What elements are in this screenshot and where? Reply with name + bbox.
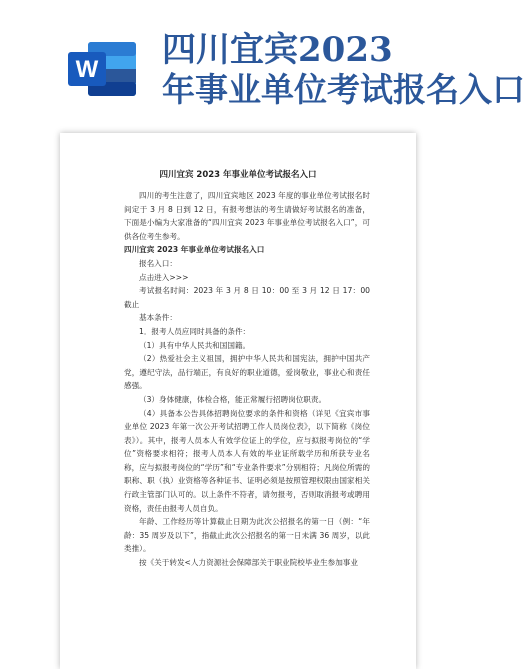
banner-title-line-1: 四川宜宾2023 [162,30,393,70]
section-heading: 四川宜宾 2023 年事业单位考试报名入口 [124,245,265,255]
document-title: 四川宜宾 2023 年事业单位考试报名入口 [159,170,317,180]
intro-paragraph: 四川的考生注意了，四川宜宾地区 2023 年度的事业单位考试报名时间定于 3 月 8 日到 12 日，有报考想法的考生请做好考试报名的准备，下面是小编为大家准备的“四川宜宾 2023 年事业单位考试报名入口”，可供各位考生参考。 [124,191,370,241]
registration-link[interactable]: 点击进入>>> [139,272,189,282]
condition-item: （1）具有中华人民共和国国籍。 [139,340,251,350]
policy-paragraph: 按《关于转发<人力资源社会保障部关于职业院校毕业生参加事业 [139,558,358,568]
registration-time: 考试报名时间：2023 年 3 月 8 日 10：00 至 3 月 12 日 17：00 截止 [124,286,370,309]
condition-item: （3）身体健康，体检合格，能正常履行招聘岗位职责。 [139,394,327,404]
condition-item: （4）具备本公告具体招聘岗位要求的条件和资格（详见《宜宾市事业单位 2023 年第一次公开考试招聘工作人员岗位表》，以下简称《岗位表》）。其中，报考人员本人有效学位证上的学位，应与拟报考岗位的“学位”资格要求相符；报考人员本人有效的毕业证所载学历和所获专业名称，应与拟报考岗位的“学历”和“专业条件要求”分别相符；凡岗位所需的职称、职（执）业资格等各种证书、证明必须是按照管理权限由国家相关行政主管部门认可的。以上条件不符者，请勿报考，否则取消报考或聘用资格，责任由报考人员自负。 [124,408,370,513]
banner-title-line-2: 年事业单位考试报名入口 [162,70,525,109]
word-icon [66,40,138,98]
condition-list-heading: 1．报考人员应同时具备的条件： [139,326,251,336]
registration-entry-label: 报名入口： [139,258,177,268]
basic-conditions-heading: 基本条件： [139,313,177,323]
banner-title [162,30,525,110]
svg-text:W: W [75,56,99,83]
condition-item: （2）热爱社会主义祖国，拥护中华人民共和国宪法，拥护中国共产党，遵纪守法，品行端正，有良好的职业道德，爱岗敬业，事业心和责任感强。 [124,354,370,391]
document-page [60,133,416,669]
age-calculation-paragraph: 年龄、工作经历等计算截止日期为此次公招报名的第一日（例：“年龄：35 周岁及以下”，指截止此次公招报名的第一日未满 36 周岁，以此类推）。 [124,517,370,554]
document-body [124,189,370,570]
cover-banner [0,0,525,118]
